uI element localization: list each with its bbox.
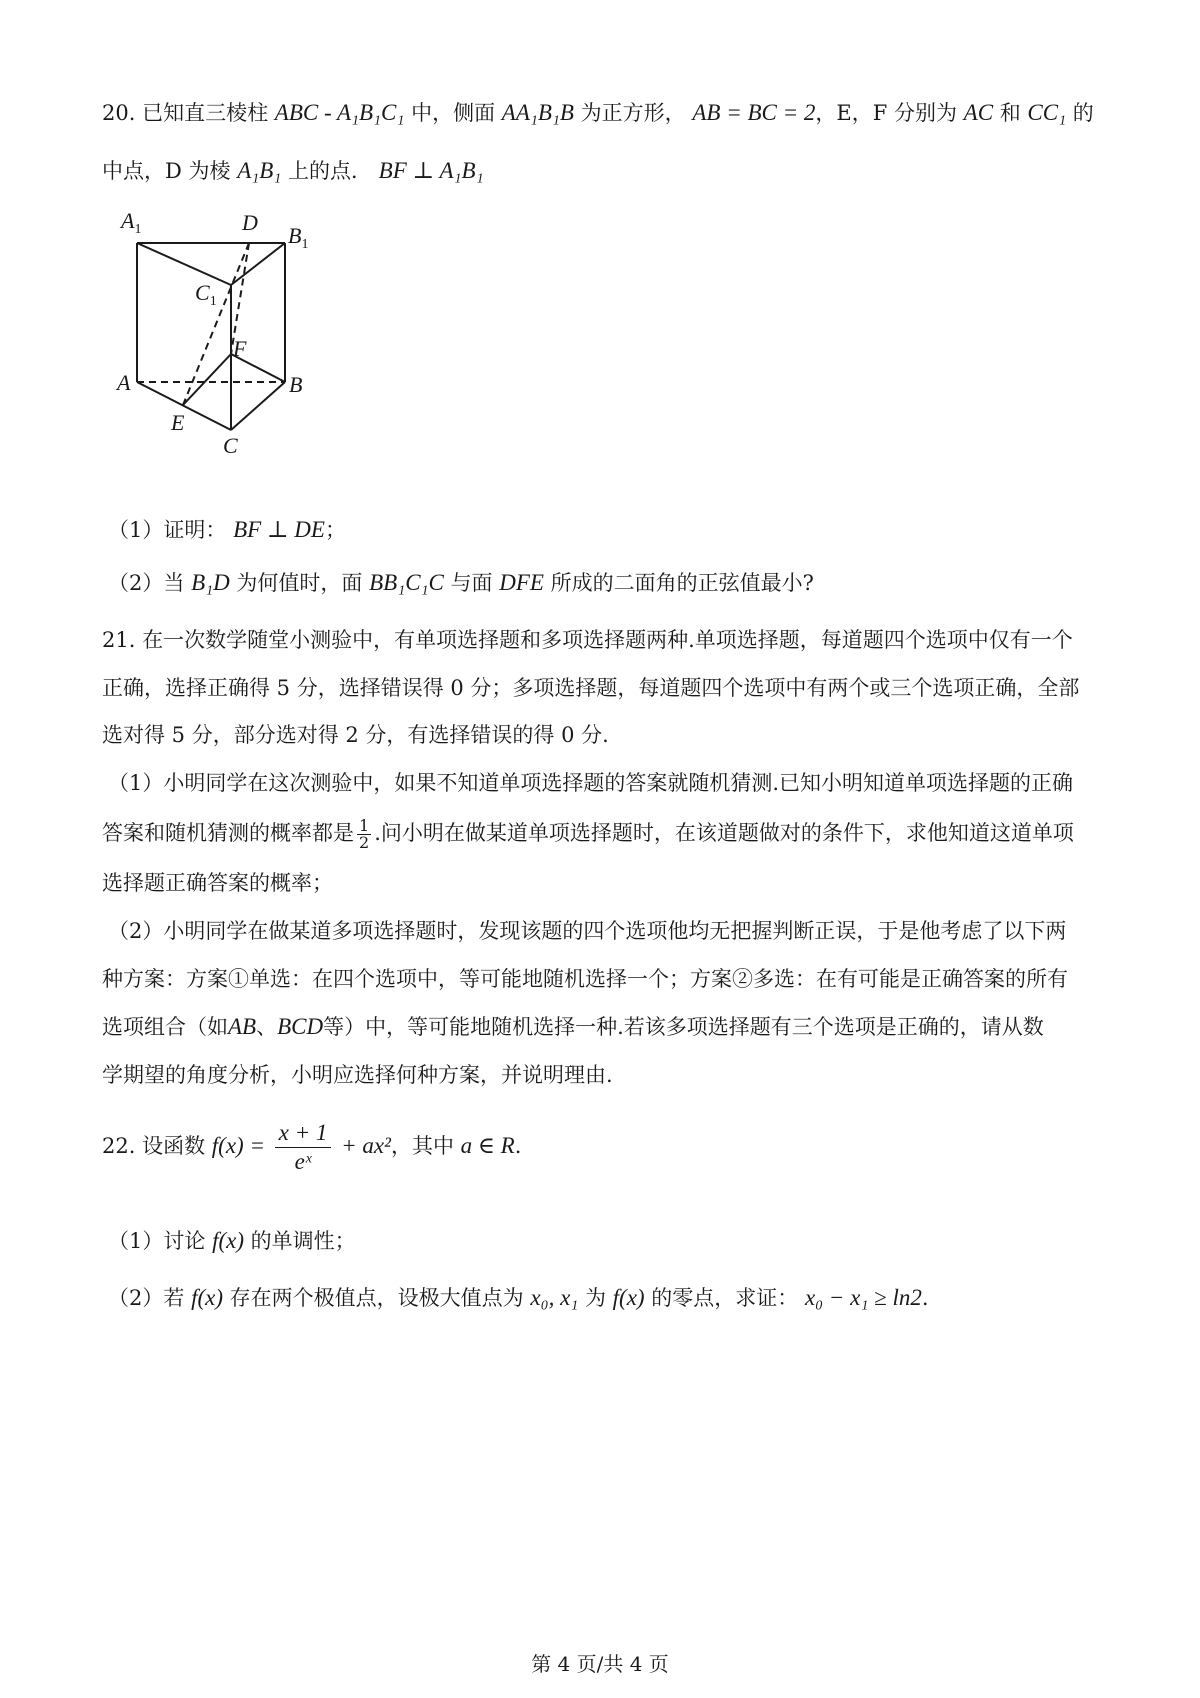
- page-footer: 第 4 页/共 4 页: [531, 1652, 669, 1676]
- q20-cond: BF ⊥ A₁B₁: [378, 158, 484, 183]
- q22-text: 的零点，求证：: [651, 1286, 799, 1310]
- q22-text: ，其中: [390, 1134, 454, 1158]
- q20-text: 中点，D 为棱: [102, 159, 231, 183]
- q22-ineq: x₀ − x₁ ≥ ln2: [804, 1285, 922, 1310]
- q22-fraction: [275, 1121, 332, 1174]
- q22-part1: [108, 1226, 356, 1256]
- q22-fraction-denominator: eˣ: [294, 1149, 312, 1174]
- edge-b-c: [231, 382, 285, 430]
- q20-text: 中，侧面: [411, 101, 496, 125]
- q20-text: 的: [1072, 101, 1094, 125]
- q20-text: 为正方形，: [580, 101, 686, 125]
- q20-ac: AC: [963, 100, 994, 125]
- q21-p2-line2: 种方案：方案①单选：在四个选项中，等可能地随机选择一个；方案②多选：在有可能是正确答案的所有: [102, 967, 1068, 991]
- label-b: B: [289, 372, 303, 397]
- q20-face: AA₁B₁B: [501, 100, 574, 125]
- q20-part1-expr: BF ⊥ DE: [233, 517, 325, 542]
- q21-p2-line1: （2）小明同学在做某道多项选择题时，发现该题的四个选项他均无把握判断正误，于是他考虑了以下两: [108, 919, 1067, 943]
- q20-text: 和: [999, 101, 1021, 125]
- q22-vars: x₀, x₁: [530, 1285, 579, 1310]
- q22-number: 22.: [102, 1134, 136, 1158]
- q20-text: 已知直三棱柱: [142, 101, 269, 125]
- q22-text: 设函数: [142, 1134, 206, 1158]
- q22-text: （2）若: [108, 1286, 185, 1310]
- q22-text: 存在两个极值点，设极大值点为: [229, 1286, 524, 1310]
- q22-line1: [102, 1118, 521, 1174]
- q20-face1: BB₁C₁C: [369, 570, 444, 595]
- segment-f-e: [183, 354, 231, 405]
- q22-part2: [108, 1283, 929, 1313]
- q20-a1b1: A₁B₁: [237, 158, 282, 183]
- q20-text: 与面: [450, 571, 493, 595]
- q21-ab: AB: [228, 1014, 257, 1039]
- q21-text: 答案和随机猜测的概率都是: [102, 821, 354, 845]
- q21-p1-line1: （1）小明同学在这次测验中，如果不知道单项选择题的答案就随机猜测.已知小明知道单项选择题的正确: [108, 771, 1074, 795]
- q22-cond: a ∈ R: [460, 1133, 515, 1158]
- q20-eq: AB = BC = 2: [692, 100, 816, 125]
- q21-p1-line2: [102, 818, 1074, 851]
- q21-text: .问小明在做某道单项选择题时，在该道题做对的条件下，求他知道这道单项: [374, 821, 1074, 845]
- q20-part1: [108, 515, 346, 545]
- q20-cc1: CC₁: [1027, 100, 1067, 125]
- q21-text: 选项组合（如: [102, 1015, 228, 1039]
- q20-line2: [102, 156, 484, 186]
- q20-line1: [102, 98, 1094, 128]
- q22-text: .: [514, 1134, 522, 1158]
- q22-p2-fx2: f(x): [612, 1285, 645, 1310]
- q21-text: 、: [256, 1015, 278, 1039]
- q20-text: 所成的二面角的正弦值最小?: [550, 571, 814, 595]
- q22-text: 的单调性；: [250, 1229, 356, 1253]
- fraction-one-half: [357, 818, 371, 851]
- q20-text: ，E，F 分别为: [815, 101, 957, 125]
- q22-fraction-numerator: x + 1: [275, 1121, 332, 1148]
- edge-a1-c1: [137, 243, 231, 285]
- q21-p1-line3: 选择题正确答案的概率；: [102, 871, 333, 895]
- q21-text: 在一次数学随堂小测验中，有单项选择题和多项选择题两种.单项选择题，每道题四个选项中仅有一个: [142, 628, 1073, 652]
- q21-number: 21.: [102, 628, 136, 652]
- q20-part2: [108, 568, 814, 598]
- q20-face2: DFE: [499, 570, 544, 595]
- q21-bcd: BCD: [277, 1014, 324, 1039]
- q20-text: （2）当: [108, 571, 185, 595]
- q21-line3: 选对得 5 分，部分选对得 2 分，有选择错误的得 0 分.: [102, 723, 609, 747]
- q22-p2-fx: f(x): [191, 1285, 223, 1310]
- q20-b1d: B₁D: [191, 570, 230, 595]
- label-c1: $C_1$: [195, 280, 217, 309]
- edge-b1-c1: [231, 243, 285, 285]
- q22-text: 为: [584, 1286, 606, 1310]
- label-a: A: [117, 370, 131, 395]
- q20-text: 上的点．: [287, 159, 372, 183]
- prism-figure: [115, 208, 345, 498]
- q21-line1: [102, 625, 1073, 655]
- q22-p1-fx: f(x): [212, 1228, 244, 1253]
- q21-text: 等）中，等可能地随机选择一种.若该多项选择题有三个选项是正确的，请从数: [323, 1015, 1044, 1039]
- q22-text: .: [921, 1286, 929, 1310]
- q20-number: 20.: [102, 101, 136, 125]
- q21-p2-line4: 学期望的角度分析，小明应选择何种方案，并说明理由.: [102, 1063, 613, 1087]
- fraction-denominator: 2: [359, 833, 370, 852]
- q21-p2-line3: [102, 1012, 1044, 1042]
- q20-text: ；: [324, 518, 346, 542]
- q22-text: （1）讨论: [108, 1229, 206, 1253]
- label-b1: $B_1$: [288, 223, 309, 252]
- q20-text: 为何值时，面: [236, 571, 363, 595]
- q20-part1-label: （1）证明：: [108, 518, 227, 542]
- fraction-numerator: 1: [359, 816, 370, 835]
- label-a1: $A_1$: [121, 208, 142, 237]
- q22-tail: + ax²: [341, 1133, 391, 1158]
- q22-fx: f(x) =: [211, 1133, 265, 1158]
- label-d: D: [242, 210, 258, 235]
- q21-line2: 正确，选择正确得 5 分，选择错误得 0 分；多项选择题，每道题四个选项中有两个或三个选项正确，全部: [102, 676, 1080, 700]
- label-c: C: [223, 433, 238, 458]
- label-f: F: [233, 336, 247, 361]
- q20-prism: ABC - A₁B₁C₁: [274, 100, 405, 125]
- label-e: E: [171, 410, 185, 435]
